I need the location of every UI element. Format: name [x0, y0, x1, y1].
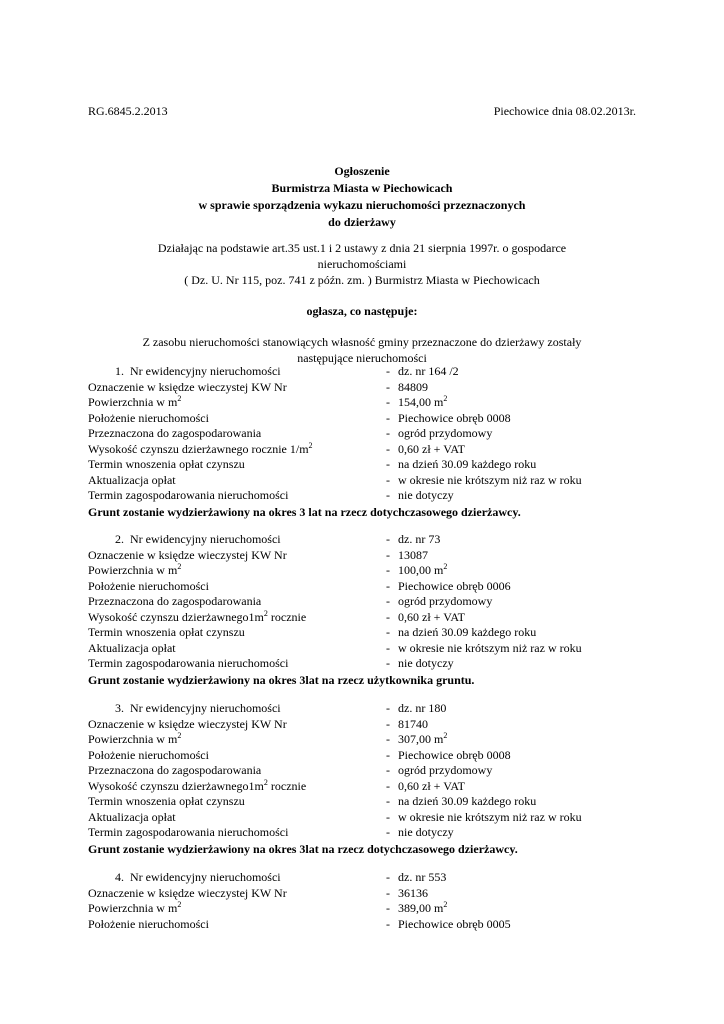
property-value: dz. nr 180: [398, 701, 447, 715]
announcement-heading: ogłasza, co następuje:: [306, 304, 418, 318]
property-row-location: [88, 579, 648, 595]
property-value: 154,00 $m^2$: [398, 394, 448, 409]
property-label: Położenie nieruchomości: [88, 578, 209, 593]
dash: -: [386, 825, 390, 839]
dash: -: [386, 379, 390, 394]
property-row-term-pay: [88, 625, 648, 641]
property-value: ogród przydomowy: [398, 426, 493, 440]
property-row-term-dev: [88, 656, 648, 672]
property-number: 4.: [115, 870, 124, 884]
dash: -: [386, 716, 390, 731]
legal-basis-line-2: nieruchomościami: [317, 257, 407, 271]
property-row-term-pay: [88, 794, 648, 810]
property-label: 2. Nr ewidencyjny nieruchomości: [88, 532, 281, 548]
property-row-purpose: [88, 426, 648, 442]
property-row-location: [88, 917, 648, 933]
property-row-kw: [88, 886, 648, 902]
property-label: Termin zagospodarowania nieruchomości: [88, 656, 289, 670]
legal-basis: [92, 240, 632, 288]
dash: -: [386, 747, 390, 762]
property-value: 13087: [398, 547, 428, 562]
property-label: 3. Nr ewidencyjny nieruchomości: [88, 701, 281, 717]
dash: -: [386, 885, 390, 900]
dash: -: [386, 609, 390, 624]
property-row-location: [88, 411, 648, 427]
property-row-kw: [88, 717, 648, 733]
property-label: Przeznaczona do zagospodarowania: [88, 594, 262, 608]
property-label: Przeznaczona do zagospodarowania: [88, 426, 262, 440]
property-value: na dzień 30.09 każdego roku: [398, 794, 537, 808]
dash: -: [386, 457, 390, 471]
legal-basis-line-3: ( Dz. U. Nr 115, poz. 741 z późn. zm. ) Burmistrz Miasta w Piechowicach: [184, 273, 540, 287]
property-label: Aktualizacja opłat: [88, 472, 176, 487]
property-row-update: [88, 473, 648, 489]
lease-term-statement: Grunt zostanie wydzierżawiony na okres 3 lat na rzecz dotychczasowego dzierżawcy.: [88, 504, 521, 519]
property-row-area: [88, 395, 648, 411]
dash: -: [386, 395, 390, 409]
property-label: Powierzchnia w $m^2$: [88, 562, 182, 577]
property-label: Aktualizacja opłat: [88, 640, 176, 655]
property-value: 84809: [398, 379, 428, 394]
property-label: 1. Nr ewidencyjny nieruchomości: [88, 364, 281, 380]
intro-paragraph: [92, 334, 632, 366]
property-value: 307,00 $m^2$: [398, 731, 448, 746]
dash: -: [386, 547, 390, 562]
property-row-nr: [88, 364, 648, 380]
property-row-area: [88, 732, 648, 748]
dash: -: [386, 732, 390, 746]
dash: -: [386, 763, 390, 777]
property-value: w okresie nie krótszym niż raz w roku: [398, 809, 582, 824]
property-value: 81740: [398, 716, 428, 731]
property-row-area: [88, 901, 648, 917]
property-value: 0,60 zł + VAT: [398, 778, 465, 793]
property-label: Aktualizacja opłat: [88, 809, 176, 824]
dash: -: [386, 410, 390, 425]
property-value: nie dotyczy: [398, 656, 454, 670]
property-value: Piechowice obręb 0005: [398, 916, 511, 931]
dash: -: [386, 916, 390, 931]
property-row-term-dev: [88, 825, 648, 841]
property-row-update: [88, 810, 648, 826]
dash: -: [386, 870, 390, 884]
legal-basis-line-1: Działając na podstawie art.35 ust.1 i 2 ustawy z dnia 21 sierpnia 1997r. o gospodarce: [157, 241, 567, 255]
property-row-purpose: [88, 763, 648, 779]
property-row-rent: [88, 610, 648, 626]
property-label: Powierzchnia w $m^2$: [88, 731, 182, 746]
dash: -: [386, 594, 390, 608]
property-value: Piechowice obręb 0006: [398, 578, 511, 593]
property-row-nr: [88, 870, 648, 886]
lease-term-statement: Grunt zostanie wydzierżawiony na okres 3lat na rzecz dotychczasowego dzierżawcy.: [88, 841, 518, 856]
property-label: Położenie nieruchomości: [88, 916, 209, 931]
title-line-2: Burmistrza Miasta w Piechowicach: [271, 181, 453, 195]
property-block-1: [88, 364, 648, 520]
property-label: Położenie nieruchomości: [88, 747, 209, 762]
property-label: Wysokość czynszu dzierżawnego rocznie $1/m^2$: [88, 440, 313, 456]
title-line-3: w sprawie sporządzenia wykazu nieruchomości przeznaczonych: [198, 198, 526, 212]
dash: -: [386, 488, 390, 502]
property-label: Termin wnoszenia opłat czynszu: [88, 794, 245, 808]
property-block-3: [88, 701, 648, 857]
property-value: dz. nr 73: [398, 532, 441, 546]
property-value: w okresie nie krótszym niż raz w roku: [398, 472, 582, 487]
property-row-location: [88, 748, 648, 764]
property-row-rent: [88, 779, 648, 795]
dash: -: [386, 532, 390, 546]
property-value: 0,60 zł + VAT: [398, 609, 465, 624]
dash: -: [386, 625, 390, 639]
property-value: nie dotyczy: [398, 488, 454, 502]
property-label: Powierzchnia w $m^2$: [88, 394, 182, 409]
property-row-kw: [88, 380, 648, 396]
property-label: Oznaczenie w księdze wieczystej KW Nr: [88, 547, 287, 562]
property-block-2: [88, 532, 648, 688]
property-value: na dzień 30.09 każdego roku: [398, 457, 537, 471]
dash: -: [386, 441, 390, 456]
document-reference: RG.6845.2.2013: [88, 104, 168, 118]
property-row-rent: [88, 442, 648, 458]
property-label: 4. Nr ewidencyjny nieruchomości: [88, 870, 281, 886]
property-label: Wysokość czynszu $dzierżawnego1m^2$ rocznie: [88, 777, 307, 793]
property-value: 0,60 zł + VAT: [398, 441, 465, 456]
intro-line-2: następujące nieruchomości: [297, 351, 427, 365]
property-label: Oznaczenie w księdze wieczystej KW Nr: [88, 716, 287, 731]
property-label: Termin zagospodarowania nieruchomości: [88, 825, 289, 839]
title-line-4: do dzierżawy: [328, 215, 396, 229]
dash: -: [386, 426, 390, 440]
property-value: ogród przydomowy: [398, 594, 493, 608]
property-row-term-dev: [88, 488, 648, 504]
property-value: nie dotyczy: [398, 825, 454, 839]
dash: -: [386, 794, 390, 808]
property-row-purpose: [88, 594, 648, 610]
property-label: Oznaczenie w księdze wieczystej KW Nr: [88, 885, 287, 900]
dash: -: [386, 364, 390, 378]
intro-line-1: Z zasobu nieruchomości stanowiących własność gminy przeznaczone do dzierżawy zostały: [142, 335, 582, 349]
property-value: 100,00 $m^2$: [398, 562, 448, 577]
property-block-4: [88, 870, 648, 932]
dash: -: [386, 578, 390, 593]
property-label: Przeznaczona do zagospodarowania: [88, 763, 262, 777]
dash: -: [386, 701, 390, 715]
property-value: 389,00 $m^2$: [398, 900, 448, 915]
dash: -: [386, 778, 390, 793]
property-label: Wysokość czynszu $dzierżawnego1m^2$ rocznie: [88, 608, 307, 624]
property-row-nr: [88, 532, 648, 548]
dash: -: [386, 809, 390, 824]
property-number: 1.: [115, 364, 124, 378]
document-title: [88, 163, 636, 231]
property-label: Powierzchnia w $m^2$: [88, 900, 182, 915]
property-label: Oznaczenie w księdze wieczystej KW Nr: [88, 379, 287, 394]
dash: -: [386, 472, 390, 487]
dash: -: [386, 901, 390, 915]
lease-term-statement: Grunt zostanie wydzierżawiony na okres 3lat na rzecz użytkownika gruntu.: [88, 672, 475, 687]
property-row-nr: [88, 701, 648, 717]
property-number: 3.: [115, 701, 124, 715]
property-label: Położenie nieruchomości: [88, 410, 209, 425]
property-row-update: [88, 641, 648, 657]
property-value: Piechowice obręb 0008: [398, 410, 511, 425]
property-row-kw: [88, 548, 648, 564]
property-value: dz. nr 164 /2: [398, 364, 459, 378]
property-label: Termin wnoszenia opłat czynszu: [88, 457, 245, 471]
property-number: 2.: [115, 532, 124, 546]
property-label: Termin zagospodarowania nieruchomości: [88, 488, 289, 502]
dash: -: [386, 656, 390, 670]
property-value: na dzień 30.09 każdego roku: [398, 625, 537, 639]
property-row-term-pay: [88, 457, 648, 473]
property-value: w okresie nie krótszym niż raz w roku: [398, 640, 582, 655]
title-line-1: Ogłoszenie: [334, 164, 390, 178]
property-row-area: [88, 563, 648, 579]
property-value: 36136: [398, 885, 428, 900]
property-value: dz. nr 553: [398, 870, 447, 884]
dash: -: [386, 563, 390, 577]
dash: -: [386, 640, 390, 655]
property-label: Termin wnoszenia opłat czynszu: [88, 625, 245, 639]
property-value: ogród przydomowy: [398, 763, 493, 777]
place-and-date: Piechowice dnia 08.02.2013r.: [493, 104, 636, 118]
property-value: Piechowice obręb 0008: [398, 747, 511, 762]
